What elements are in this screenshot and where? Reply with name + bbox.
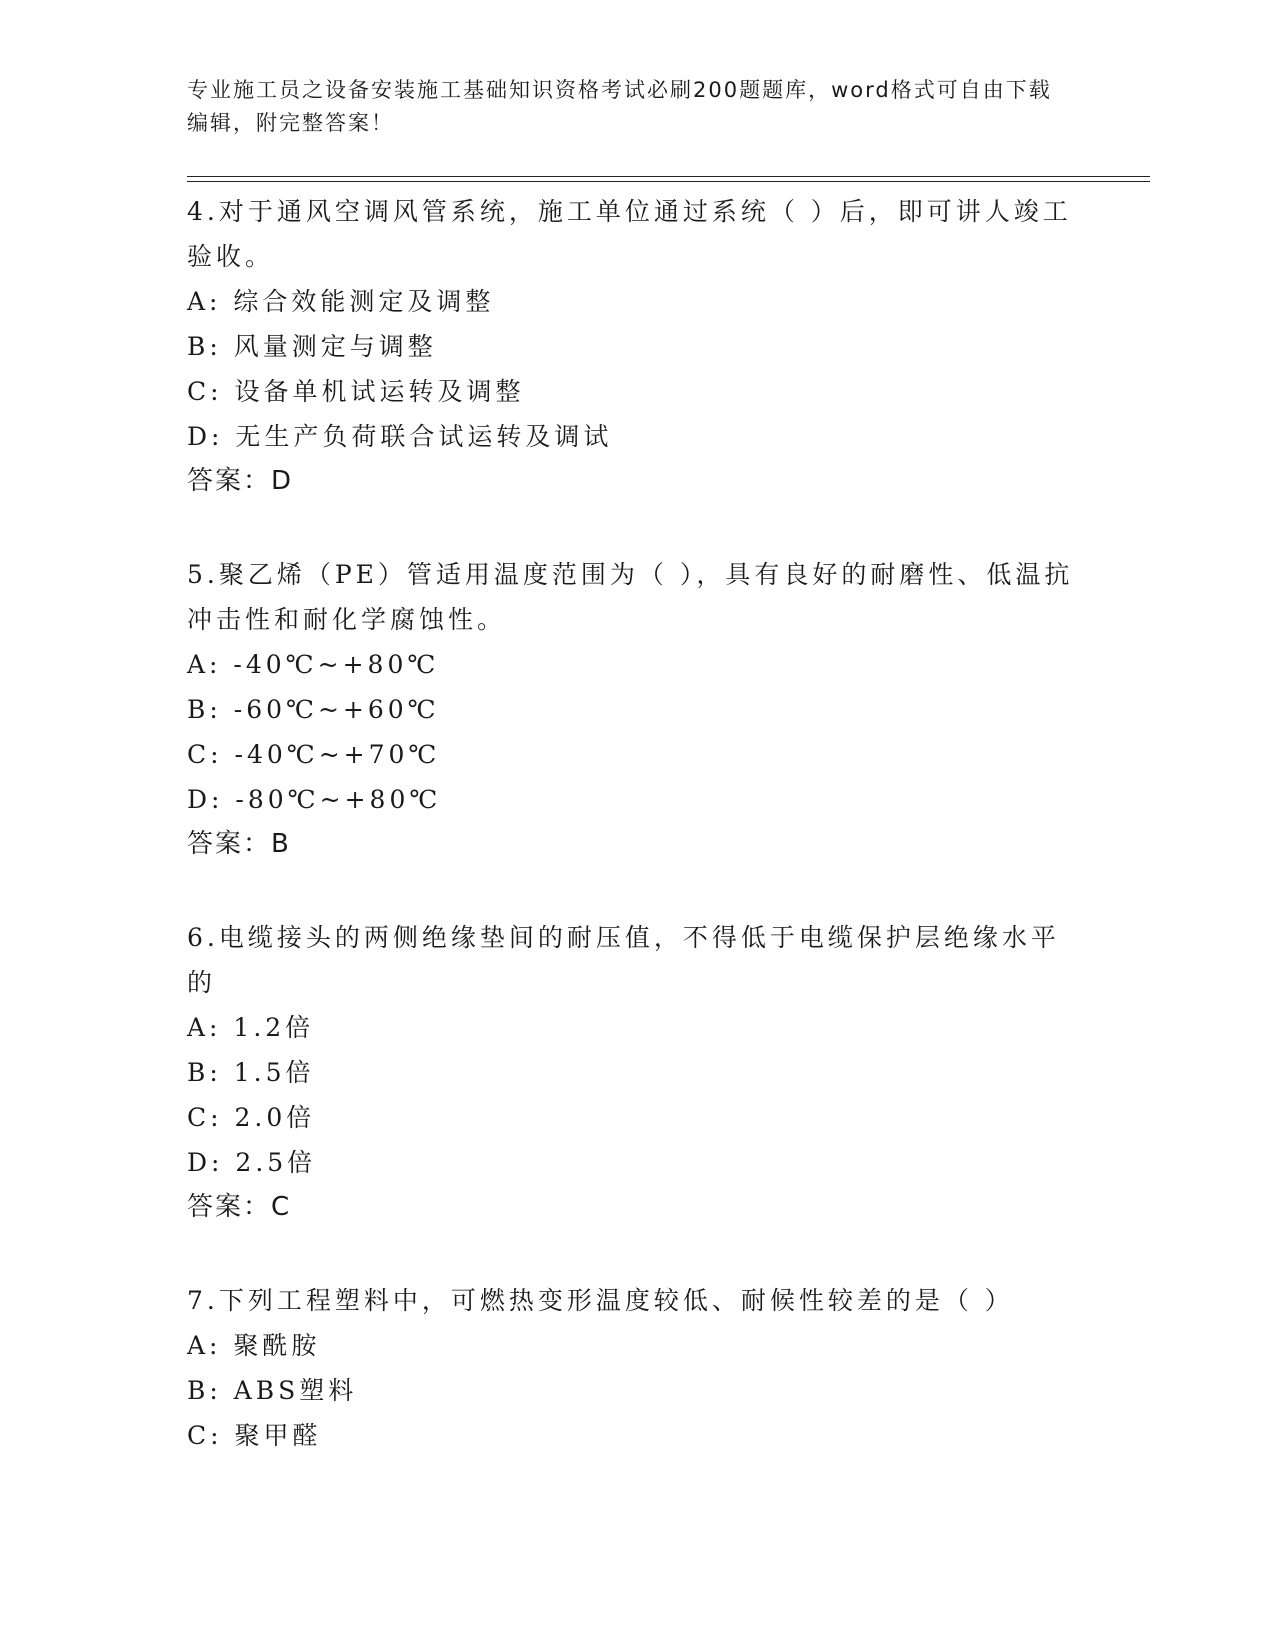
question-5: [187, 552, 1077, 867]
option-a: A: 聚酰胺: [187, 1331, 321, 1360]
question-4: [187, 189, 1077, 504]
answer: 答案：C: [187, 1192, 292, 1222]
option-c: C: 2.0倍: [187, 1103, 316, 1132]
option-b: B: ABS塑料: [187, 1376, 358, 1405]
option-a: A: 综合效能测定及调整: [187, 287, 495, 316]
question-7: [187, 1278, 1077, 1458]
option-b: B: 1.5倍: [187, 1058, 315, 1087]
answer: 答案：D: [187, 466, 294, 496]
header-divider-top: [187, 176, 1150, 177]
option-d: D: 2.5倍: [187, 1148, 317, 1177]
option-b: B: -60℃~+60℃: [187, 695, 440, 724]
option-c: C: 设备单机试运转及调整: [187, 377, 525, 406]
header-divider-bottom: [187, 181, 1150, 182]
option-c: C: -40℃~+70℃: [187, 740, 441, 769]
option-a: A: 1.2倍: [187, 1013, 315, 1042]
option-a: A: -40℃~+80℃: [187, 650, 440, 679]
question-stem: 7.下列工程塑料中，可燃热变形温度较低、耐候性较差的是（ ）: [187, 1286, 1014, 1315]
option-b: B: 风量测定与调整: [187, 332, 437, 361]
option-d: D: 无生产负荷联合试运转及调试: [187, 422, 613, 451]
option-c: C: 聚甲醛: [187, 1421, 322, 1450]
question-stem: 6.电缆接头的两侧绝缘垫间的耐压值，不得低于电缆保护层绝缘水平的: [187, 923, 1060, 997]
answer: 答案：B: [187, 829, 291, 859]
question-stem: 4.对于通风空调风管系统，施工单位通过系统（ ）后，即可讲人竣工验收。: [187, 197, 1072, 271]
option-d: D: -80℃~+80℃: [187, 785, 442, 814]
document-header: 专业施工员之设备安装施工基础知识资格考试必刷200题题库，word格式可自由下载编辑，附完整答案！: [187, 78, 1052, 135]
question-6: [187, 915, 1077, 1230]
question-stem: 5.聚乙烯（PE）管适用温度范围为（ ），具有良好的耐磨性、低温抗冲击性和耐化学腐蚀性。: [187, 560, 1074, 634]
